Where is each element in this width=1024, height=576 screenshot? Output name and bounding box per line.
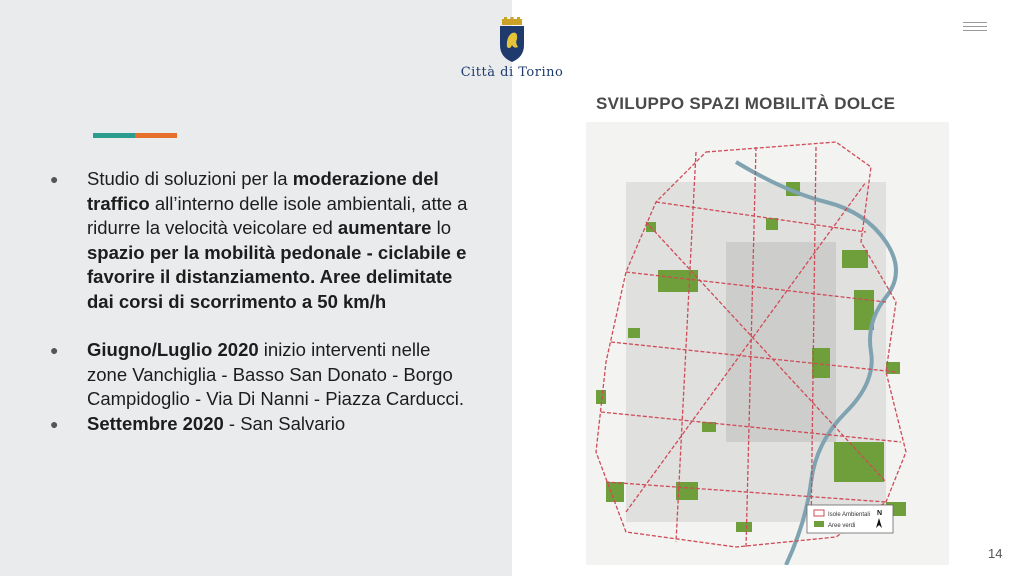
torino-coat-of-arms-icon xyxy=(497,17,527,63)
accent-orange-segment xyxy=(135,133,177,138)
page-number: 14 xyxy=(988,546,1003,561)
bullet-text: Studio di soluzioni per la xyxy=(87,168,293,189)
bullet-emphasis: spazio per la mobilità pedonale - ciclabile e favorire il distanziamento. Aree delimitate dai corsi di scorrimento a 50 km/h xyxy=(87,241,467,312)
north-label: N xyxy=(877,510,883,517)
bullet-text: inizio interventi nelle zone Vanchiglia - Basso San Donato - Borgo Campidoglio - Via Di Nanni - Piazza Carducci. xyxy=(87,339,465,409)
bullet-emphasis: moderazione del traffico xyxy=(87,168,439,214)
bullet-dot-icon: ● xyxy=(50,171,59,187)
bullet-list xyxy=(50,167,470,436)
city-map xyxy=(586,122,949,565)
bullet-emphasis: aumentare xyxy=(337,217,432,238)
map-legend xyxy=(807,505,893,533)
city-logo xyxy=(450,17,574,87)
bullet-dot-icon: ● xyxy=(50,415,59,432)
map-title: SVILUPPO SPAZI MOBILITÀ DOLCE xyxy=(596,94,896,113)
bullet-item-1 xyxy=(50,167,470,314)
bullet-text: - San Salvario xyxy=(223,412,346,434)
city-name: Città di Torino xyxy=(460,65,564,80)
bullet-dot-icon: ● xyxy=(50,342,59,358)
legend-item-1: Isole Ambientali xyxy=(828,512,871,518)
bullet-emphasis: Giugno/Luglio 2020 xyxy=(87,339,259,360)
bullet-emphasis: Settembre 2020 xyxy=(87,412,224,434)
bullet-item-2 xyxy=(50,338,470,412)
legend-item-2: Aree verdi xyxy=(828,523,856,529)
menu-icon[interactable] xyxy=(963,22,987,34)
bullet-item-3 xyxy=(50,412,470,437)
bullet-spacer xyxy=(50,314,470,338)
bullet-text: all’interno delle isole ambientali, atte a ridurre la velocità veicolare ed xyxy=(87,192,468,238)
accent-divider xyxy=(93,133,177,138)
bullet-text: lo xyxy=(431,217,452,238)
accent-teal-segment xyxy=(93,133,135,138)
map-illustration xyxy=(586,122,949,565)
